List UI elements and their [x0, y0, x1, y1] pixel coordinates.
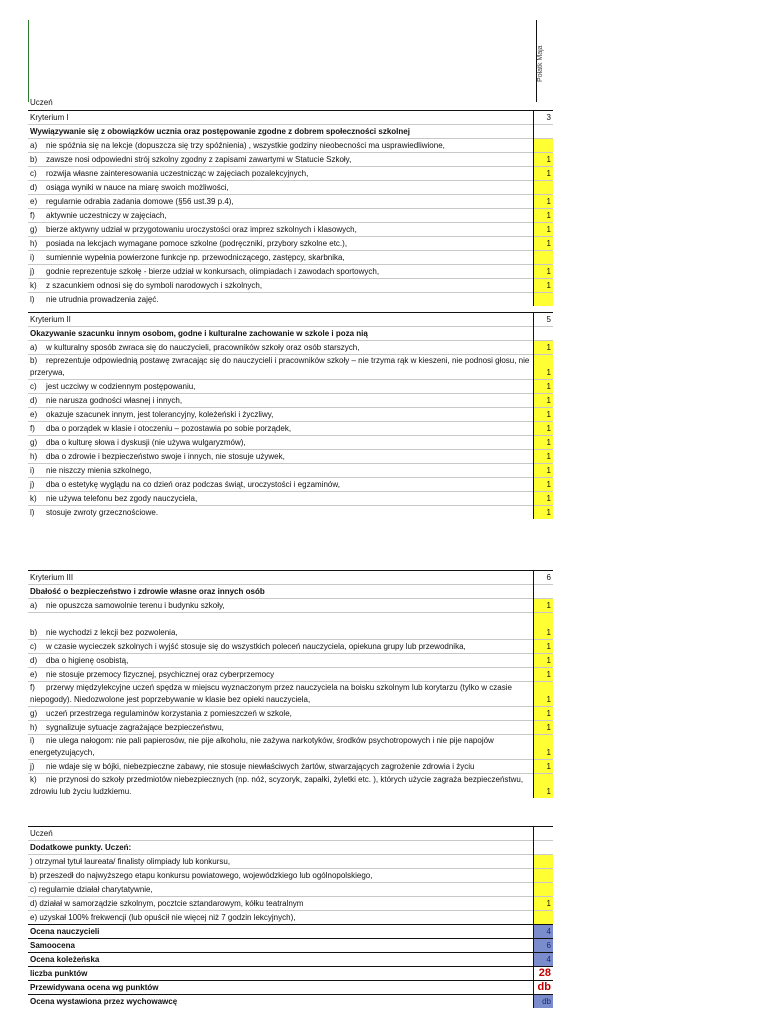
- item-text: [28, 855, 533, 869]
- list-item: [28, 492, 553, 506]
- item-points: 1: [533, 478, 553, 492]
- summary-value-text: 4: [546, 955, 551, 964]
- item-text: [28, 682, 533, 707]
- item-letter: e): [30, 410, 38, 419]
- item-points: 1: [533, 897, 553, 911]
- item-points: 1: [533, 341, 553, 355]
- item-description: bierze aktywny udział w przygotowaniu uroczystości oraz imprez szkolnych i klasowych,: [46, 225, 357, 234]
- criterion-3-score: 6: [533, 571, 553, 585]
- item-letter: g): [30, 438, 38, 447]
- item-points: 1: [533, 265, 553, 279]
- item-description: nie utrudnia prowadzenia zajęć.: [46, 295, 159, 304]
- item-text: [28, 735, 533, 760]
- list-item: [28, 195, 553, 209]
- item-letter: c): [30, 382, 37, 391]
- summary-label: Ocena wystawiona przez wychowawcę: [28, 995, 533, 1009]
- item-points: 1: [533, 450, 553, 464]
- sheet-header: [28, 20, 553, 110]
- item-description: c) regularnie działał charytatywnie,: [30, 885, 153, 894]
- item-text: [28, 721, 533, 735]
- summary-label: liczba punktów: [28, 967, 533, 981]
- item-points: 1: [533, 707, 553, 721]
- item-text: [28, 237, 533, 251]
- item-text: [28, 613, 533, 640]
- item-points: 1: [533, 599, 553, 613]
- item-text: [28, 599, 533, 613]
- item-description: regularnie odrabia zadania domowe (§56 ust.39 p.4),: [46, 197, 234, 206]
- item-text: [28, 153, 533, 167]
- extra-empty: [533, 827, 553, 841]
- item-points: [533, 181, 553, 195]
- item-text: [28, 223, 533, 237]
- item-text: [28, 506, 533, 520]
- item-points: 1: [533, 408, 553, 422]
- list-item: [28, 506, 553, 520]
- criterion-2-table: [28, 312, 553, 519]
- item-text: [28, 422, 533, 436]
- summary-row: [28, 981, 553, 995]
- list-item: [28, 408, 553, 422]
- item-description: dba o higienę osobistą,: [46, 656, 129, 665]
- item-points: 1: [533, 422, 553, 436]
- summary-value: [533, 995, 553, 1009]
- criterion-1-heading: Wywiązywanie się z obowiązków ucznia oraz postępowanie zgodne z dobrem społeczności szkolnej: [28, 125, 533, 139]
- list-item: [28, 883, 553, 897]
- item-description: godnie reprezentuje szkołę - bierze udział w konkursach, olimpiadach i zawodach sportowych,: [46, 267, 380, 276]
- item-text: [28, 251, 533, 265]
- item-points: 1: [533, 167, 553, 181]
- summary-label: Przewidywana ocena wg punktów: [28, 981, 533, 995]
- summary-row: [28, 995, 553, 1009]
- list-item: [28, 774, 553, 799]
- list-item: [28, 341, 553, 355]
- item-description: nie stosuje przemocy fizycznej, psychicznej oraz cyberprzemocy: [46, 670, 275, 679]
- item-text: [28, 450, 533, 464]
- list-item: [28, 223, 553, 237]
- item-description: okazuje szacunek innym, jest tolerancyjny, koleżeński i życzliwy,: [46, 410, 274, 419]
- item-text: [28, 464, 533, 478]
- header-green-border: [28, 20, 30, 102]
- list-item: [28, 721, 553, 735]
- item-description: z szacunkiem odnosi się do symboli narodowych i szkolnych,: [46, 281, 263, 290]
- item-letter: f): [30, 683, 35, 692]
- summary-value: [533, 967, 553, 981]
- item-points: 1: [533, 153, 553, 167]
- item-points: 1: [533, 654, 553, 668]
- item-letter: f): [30, 211, 35, 220]
- summary-label: Ocena koleżeńska: [28, 953, 533, 967]
- item-letter: e): [30, 197, 38, 206]
- item-points: 1: [533, 613, 553, 640]
- item-letter: h): [30, 239, 38, 248]
- criterion-2-title: Kryterium II: [28, 313, 533, 327]
- item-letter: l): [30, 508, 35, 517]
- list-item: [28, 279, 553, 293]
- item-description: dba o estetykę wyglądu na co dzień oraz podczas świąt, uroczystości i egzaminów,: [46, 480, 340, 489]
- summary-row: [28, 925, 553, 939]
- item-description: w czasie wycieczek szkolnych i wyjść stosuje się do wszystkich poleceń nauczyciela, opiekuna grupy lub przewodnika,: [46, 642, 466, 651]
- item-text: [28, 478, 533, 492]
- item-points: 1: [533, 735, 553, 760]
- item-description: osiąga wyniki w nauce na miarę swoich możliwości,: [46, 183, 229, 192]
- item-description: nie spóźnia się na lekcje (dopuszcza się trzy spóźnienia) , wszystkie godziny nieobecności ma usprawiedliwione,: [46, 141, 445, 150]
- summary-row: [28, 939, 553, 953]
- item-letter: k): [30, 494, 37, 503]
- extra-heading-value: [533, 841, 553, 855]
- criterion-1-table: [28, 110, 553, 306]
- item-points: 1: [533, 355, 553, 380]
- list-item: [28, 167, 553, 181]
- item-description: dba o zdrowie i bezpieczeństwo swoje i innych, nie stosuje używek,: [46, 452, 285, 461]
- student-name: Połatk Maja: [537, 45, 544, 82]
- item-description: w kulturalny sposób zwraca się do nauczycieli, pracowników szkoły oraz osób starszych,: [46, 343, 360, 352]
- item-description: stosuje zwroty grzecznościowe.: [46, 508, 159, 517]
- item-description: ) otrzymał tytuł laureata/ finalisty olimpiady lub konkursu,: [30, 857, 231, 866]
- item-text: [28, 436, 533, 450]
- item-letter: b): [30, 356, 38, 365]
- summary-value-text: 4: [546, 927, 551, 936]
- item-points: 1: [533, 640, 553, 654]
- summary-value: [533, 939, 553, 953]
- item-description: jest uczciwy w codziennym postępowaniu,: [46, 382, 196, 391]
- list-item: [28, 380, 553, 394]
- summary-value-text: 28: [538, 967, 551, 979]
- item-description: zawsze nosi odpowiedni strój szkolny zgodny z zapisami zawartymi w Statucie Szkoły,: [46, 155, 352, 164]
- item-description: nie ulega nałogom: nie pali papierosów, nie pije alkoholu, nie zażywa narkotyków, środków psychotropowych i nie pije napojów energetyzujących,: [30, 736, 494, 757]
- item-points: 1: [533, 682, 553, 707]
- item-text: [28, 394, 533, 408]
- item-points: 1: [533, 774, 553, 799]
- item-letter: i): [30, 736, 35, 745]
- item-description: aktywnie uczestniczy w zajęciach,: [46, 211, 167, 220]
- item-points: 1: [533, 436, 553, 450]
- item-description: nie narusza godności własnej i innych,: [46, 396, 183, 405]
- item-text: [28, 707, 533, 721]
- item-letter: i): [30, 253, 35, 262]
- item-letter: e): [30, 670, 38, 679]
- item-letter: l): [30, 295, 35, 304]
- item-text: [28, 408, 533, 422]
- item-points: [533, 293, 553, 307]
- criterion-1-score: 3: [533, 111, 553, 125]
- item-points: 1: [533, 237, 553, 251]
- item-letter: h): [30, 452, 38, 461]
- item-points: [533, 869, 553, 883]
- item-points: [533, 883, 553, 897]
- item-letter: g): [30, 709, 38, 718]
- item-letter: k): [30, 281, 37, 290]
- list-item: [28, 153, 553, 167]
- extra-uczen-label: Uczeń: [28, 827, 533, 841]
- item-description: sumiennie wypełnia powierzone funkcje np. przewodniczącego, zastępcy, skarbnika,: [46, 253, 345, 262]
- criterion-1: [28, 110, 553, 306]
- summary-row: [28, 953, 553, 967]
- list-item: [28, 654, 553, 668]
- list-item: [28, 181, 553, 195]
- summary-value-text: db: [537, 981, 551, 993]
- list-item: [28, 735, 553, 760]
- criterion-3-heading-value: [533, 585, 553, 599]
- list-item: [28, 450, 553, 464]
- item-text: [28, 167, 533, 181]
- item-text: [28, 209, 533, 223]
- extra-points-table: [28, 826, 553, 1008]
- extra-points: [28, 826, 553, 1008]
- uczen-label: Uczeń: [30, 98, 53, 107]
- item-points: 1: [533, 506, 553, 520]
- item-letter: k): [30, 775, 37, 784]
- item-points: 1: [533, 668, 553, 682]
- summary-value-text: db: [542, 997, 551, 1006]
- criterion-2: [28, 312, 553, 519]
- item-description: nie wychodzi z lekcji bez pozwolenia,: [46, 628, 178, 637]
- item-points: 1: [533, 464, 553, 478]
- criterion-1-heading-value: [533, 125, 553, 139]
- item-letter: a): [30, 601, 38, 610]
- criterion-2-heading-value: [533, 327, 553, 341]
- item-letter: j): [30, 480, 35, 489]
- criterion-3-title: Kryterium III: [28, 571, 533, 585]
- item-points: [533, 911, 553, 925]
- item-points: 1: [533, 279, 553, 293]
- item-text: [28, 181, 533, 195]
- item-text: [28, 265, 533, 279]
- list-item: [28, 237, 553, 251]
- item-letter: c): [30, 169, 37, 178]
- item-description: nie przynosi do szkoły przedmiotów niebezpiecznych (np. nóż, scyzoryk, zapałki, żyletki etc. ), których użycie zagraża bezpieczeństwu, zdrowiu lub życiu ludzkiemu.: [30, 775, 524, 796]
- criterion-2-heading: Okazywanie szacunku innym osobom, godne i kulturalne zachowanie w szkole i poza nią: [28, 327, 533, 341]
- item-letter: d): [30, 656, 38, 665]
- list-item: [28, 640, 553, 654]
- list-item: [28, 760, 553, 774]
- list-item: [28, 394, 553, 408]
- item-text: [28, 911, 533, 925]
- list-item: [28, 682, 553, 707]
- item-text: [28, 668, 533, 682]
- item-text: [28, 139, 533, 153]
- list-item: [28, 355, 553, 380]
- summary-value: [533, 953, 553, 967]
- criterion-3-table: [28, 570, 553, 798]
- item-description: nie wdaje się w bójki, niebezpieczne zabawy, nie stosuje niewłaściwych żartów, stwarzających zagrożenie zdrowia i życiu: [46, 762, 475, 771]
- criterion-2-score: 5: [533, 313, 553, 327]
- item-text: [28, 355, 533, 380]
- item-description: dba o porządek w klasie i otoczeniu – pozostawia po sobie porządek,: [46, 424, 292, 433]
- item-description: d) działał w samorządzie szkolnym, pocztcie sztandarowym, kółku teatralnym: [30, 899, 304, 908]
- item-letter: h): [30, 723, 38, 732]
- item-text: [28, 341, 533, 355]
- item-description: przerwy międzylekcyjne uczeń spędza w miejscu wyznaczonym przez nauczyciela na boisku szkolnym lub korytarzu (tylko w czasie niepogody). Niedozwolone jest poprzebywanie w klasie bez opieki nauczyciela,: [30, 683, 512, 704]
- item-description: e) uzyskał 100% frekwencji (lub opuścił nie więcej niż 7 godzin lekcyjnych),: [30, 913, 296, 922]
- item-points: [533, 251, 553, 265]
- item-letter: a): [30, 343, 38, 352]
- item-points: 1: [533, 223, 553, 237]
- summary-value-text: 6: [546, 941, 551, 950]
- list-item: [28, 139, 553, 153]
- item-description: nie używa telefonu bez zgody nauczyciela,: [46, 494, 198, 503]
- item-text: [28, 897, 533, 911]
- item-description: sygnalizuje sytuacje zagrażające bezpieczeństwu,: [46, 723, 224, 732]
- item-points: 1: [533, 760, 553, 774]
- item-text: [28, 869, 533, 883]
- item-letter: j): [30, 267, 35, 276]
- item-text: [28, 279, 533, 293]
- extra-heading: Dodatkowe punkty. Uczeń:: [28, 841, 533, 855]
- item-text: [28, 640, 533, 654]
- item-text: [28, 380, 533, 394]
- item-letter: b): [30, 155, 38, 164]
- list-item: [28, 265, 553, 279]
- item-description: rozwija własne zainteresowania uczestnicząc w zajęciach pozalekcyjnych,: [46, 169, 309, 178]
- item-description: dba o kulturę słowa i dyskusji (nie używa wulgaryzmów),: [46, 438, 246, 447]
- item-text: [28, 774, 533, 799]
- list-item: [28, 668, 553, 682]
- item-text: [28, 883, 533, 897]
- list-item: [28, 209, 553, 223]
- item-points: 1: [533, 209, 553, 223]
- list-item: [28, 464, 553, 478]
- item-letter: c): [30, 642, 37, 651]
- item-description: reprezentuje odpowiednią postawę zwracając się do nauczycieli i pracowników szkoły – nie trzyma rąk w kieszeni, nie podnosi głosu, nie przerywa,: [30, 356, 530, 377]
- item-letter: g): [30, 225, 38, 234]
- criterion-1-title: Kryterium I: [28, 111, 533, 125]
- summary-value: [533, 925, 553, 939]
- criterion-3: [28, 570, 553, 798]
- item-points: [533, 139, 553, 153]
- item-text: [28, 195, 533, 209]
- item-letter: a): [30, 141, 38, 150]
- item-description: nie niszczy mienia szkolnego,: [46, 466, 152, 475]
- summary-label: Ocena nauczycieli: [28, 925, 533, 939]
- list-item: [28, 897, 553, 911]
- list-item: [28, 251, 553, 265]
- item-letter: j): [30, 762, 35, 771]
- list-item: [28, 911, 553, 925]
- item-letter: d): [30, 183, 38, 192]
- item-letter: f): [30, 424, 35, 433]
- item-text: [28, 654, 533, 668]
- list-item: [28, 869, 553, 883]
- summary-value: [533, 981, 553, 995]
- criterion-3-heading: Dbałość o bezpieczeństwo i zdrowie własne oraz innych osób: [28, 585, 533, 599]
- item-points: [533, 855, 553, 869]
- item-text: [28, 760, 533, 774]
- list-item: [28, 436, 553, 450]
- item-points: 1: [533, 721, 553, 735]
- item-description: nie opuszcza samowolnie terenu i budynku szkoły,: [46, 601, 225, 610]
- item-description: b) przeszedł do najwyższego etapu konkursu powiatowego, wojewódzkiego lub ogólnopolskiego,: [30, 871, 373, 880]
- item-points: 1: [533, 492, 553, 506]
- item-points: 1: [533, 380, 553, 394]
- list-item: [28, 707, 553, 721]
- list-item: [28, 599, 553, 613]
- list-item: [28, 613, 553, 640]
- item-description: posiada na lekcjach wymagane pomoce szkolne (podręczniki, przybory szkolne etc.),: [46, 239, 348, 248]
- list-item: [28, 422, 553, 436]
- item-text: [28, 293, 533, 307]
- item-letter: d): [30, 396, 38, 405]
- item-letter: i): [30, 466, 35, 475]
- list-item: [28, 855, 553, 869]
- item-text: [28, 492, 533, 506]
- item-points: 1: [533, 394, 553, 408]
- item-points: 1: [533, 195, 553, 209]
- item-description: uczeń przestrzega regulaminów korzystania z pomieszczeń w szkole,: [46, 709, 292, 718]
- item-letter: b): [30, 628, 38, 637]
- summary-label: Samoocena: [28, 939, 533, 953]
- summary-row: [28, 967, 553, 981]
- list-item: [28, 293, 553, 307]
- list-item: [28, 478, 553, 492]
